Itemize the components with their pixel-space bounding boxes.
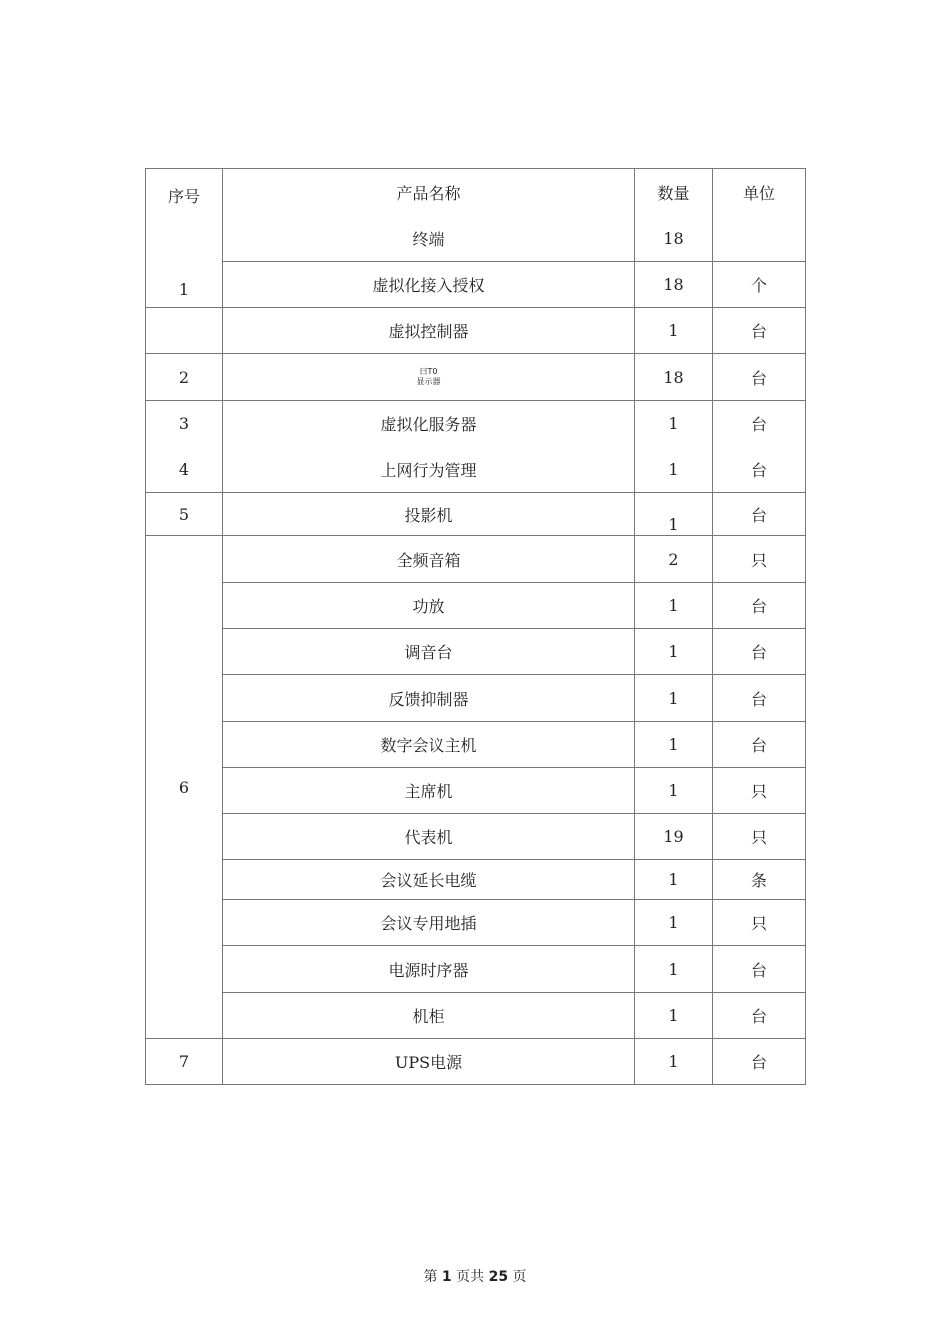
product-name-line2: 显示器: [416, 377, 441, 386]
product-name: 代表机: [223, 814, 635, 860]
table-row: [146, 860, 806, 900]
table-row: [146, 401, 806, 447]
header-unit: 单位: [713, 169, 806, 217]
unit: 台: [713, 722, 806, 768]
unit: 台: [713, 946, 806, 993]
header-seq: 序号: [167, 187, 200, 206]
quantity: 18: [635, 262, 713, 308]
quantity: 19: [635, 814, 713, 860]
table-row: [146, 768, 806, 814]
table-row: [146, 354, 806, 401]
table-row: [146, 493, 806, 536]
quantity: 18: [635, 354, 713, 401]
table-header-row: [146, 169, 806, 217]
unit: 条: [713, 860, 806, 900]
unit: 台: [713, 308, 806, 354]
product-name: 数字会议主机: [223, 722, 635, 768]
unit: 台: [713, 493, 806, 536]
product-name: 反馈抑制器: [223, 675, 635, 722]
unit: 台: [713, 401, 806, 447]
quantity: 1: [635, 308, 713, 354]
unit: 只: [713, 768, 806, 814]
unit: 个: [713, 262, 806, 308]
product-name: 主席机: [223, 768, 635, 814]
seq-value: 7: [146, 1039, 223, 1085]
seq-value: 5: [146, 493, 223, 536]
unit: 台: [713, 629, 806, 675]
footer-total-pages: 25: [488, 1269, 509, 1285]
footer-prefix: 第: [423, 1269, 438, 1285]
quantity: [635, 493, 713, 536]
table-row: [146, 447, 806, 493]
table-row: [146, 900, 806, 946]
product-name: 投影机: [223, 493, 635, 536]
quantity: 2: [635, 536, 713, 583]
seq-value: 2: [146, 354, 223, 401]
product-name: 会议延长电缆: [223, 860, 635, 900]
seq-value: 6: [146, 536, 223, 1039]
table-row: [146, 262, 806, 308]
table-row: [146, 308, 806, 354]
unit: 台: [713, 583, 806, 629]
quantity-value: 1: [668, 514, 679, 534]
unit: 台: [713, 447, 806, 493]
table-row: [146, 722, 806, 768]
quantity: 18: [635, 217, 713, 262]
product-name: [223, 354, 635, 401]
quantity: 1: [635, 768, 713, 814]
unit: 只: [713, 900, 806, 946]
table-row: [146, 536, 806, 583]
unit: 只: [713, 814, 806, 860]
product-name: 虚拟控制器: [223, 308, 635, 354]
product-name-line1: 曰T0: [419, 367, 438, 376]
table-row: [146, 993, 806, 1039]
footer-middle: 页共: [456, 1269, 485, 1285]
seq-value: 4: [146, 447, 223, 493]
seq-value: 3: [146, 401, 223, 447]
footer-suffix: 页: [512, 1269, 527, 1285]
product-name: 上网行为管理: [223, 447, 635, 493]
product-name: 虚拟化服务器: [223, 401, 635, 447]
table-row: [146, 1039, 806, 1085]
quantity: 1: [635, 583, 713, 629]
quantity: 1: [635, 1039, 713, 1085]
quantity: 1: [635, 722, 713, 768]
header-qty: 数量: [635, 169, 713, 217]
product-table: [145, 168, 806, 1085]
page-footer: [0, 1266, 950, 1286]
header-name: 产品名称: [223, 169, 635, 217]
quantity: 1: [635, 629, 713, 675]
seq-value: 1: [178, 280, 190, 299]
unit: 台: [713, 1039, 806, 1085]
product-name: 全频音箱: [223, 536, 635, 583]
quantity: 1: [635, 946, 713, 993]
product-name: 终端: [223, 217, 635, 262]
product-name: UPS电源: [223, 1039, 635, 1085]
seq-spacer: [146, 308, 223, 354]
quantity: 1: [635, 900, 713, 946]
seq-cell-group1: [146, 169, 223, 308]
product-name: 会议专用地插: [223, 900, 635, 946]
unit: [713, 217, 806, 262]
table-row: [146, 814, 806, 860]
unit: 只: [713, 536, 806, 583]
table-row: [146, 629, 806, 675]
table-row: [146, 675, 806, 722]
quantity: 1: [635, 401, 713, 447]
quantity: 1: [635, 993, 713, 1039]
product-name: 调音台: [223, 629, 635, 675]
product-name: 虚拟化接入授权: [223, 262, 635, 308]
unit: 台: [713, 993, 806, 1039]
product-name: 功放: [223, 583, 635, 629]
product-name: 机柜: [223, 993, 635, 1039]
quantity: 1: [635, 447, 713, 493]
quantity: 1: [635, 675, 713, 722]
table-row: [146, 217, 806, 262]
unit: 台: [713, 354, 806, 401]
table-row: [146, 946, 806, 993]
footer-page-number: 1: [441, 1269, 452, 1285]
quantity: 1: [635, 860, 713, 900]
unit: 台: [713, 675, 806, 722]
product-name: 电源时序器: [223, 946, 635, 993]
table-row: [146, 583, 806, 629]
